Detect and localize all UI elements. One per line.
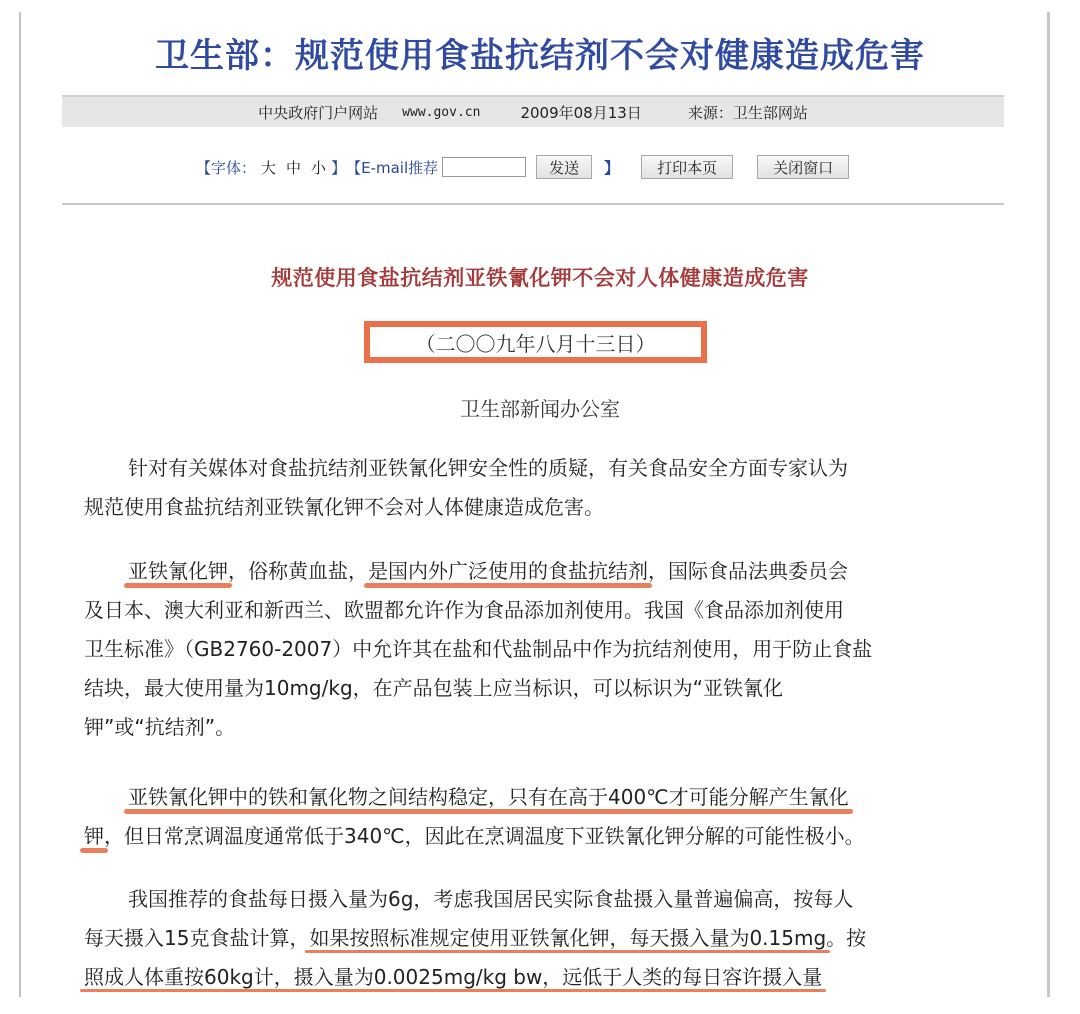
paragraph-line: 及日本、澳大利亚和新西兰、欧盟都允许作为食品添加剂使用。我国《食品添加剂使用: [84, 598, 844, 622]
paragraph-line: 规范使用食盐抗结剂亚铁氰化钾不会对人体健康造成危害。: [84, 495, 604, 519]
site-name: 中央政府门户网站: [258, 103, 379, 122]
underlined-annotation: 亚铁氰化钾中的铁和氰化物之间结构稳定，只有在高于400℃才可能分解产生氰化: [128, 785, 849, 809]
font-size-close-bracket: 】: [331, 158, 347, 177]
paragraph-line: 我国推荐的食盐每日摄入量为6g，考虑我国居民实际食盐摄入量普遍偏高，按每人: [128, 887, 854, 911]
paragraph-line: 针对有关媒体对食盐抗结剂亚铁氰化钾安全性的质疑，有关食品安全方面专家认为: [128, 456, 848, 480]
paragraph-1: [84, 449, 984, 527]
underlined-annotation: 如果按照标准规定使用亚铁氰化钾，每天摄入量为0.15mg: [309, 926, 827, 950]
text-span: 。按: [826, 926, 867, 950]
email-input[interactable]: [442, 157, 526, 177]
underlined-annotation: 亚铁氰化钾: [128, 559, 228, 583]
font-size-label: 【字体：: [196, 158, 257, 177]
send-button[interactable]: 发送: [536, 155, 592, 179]
article-headline: 规范使用食盐抗结剂亚铁氰化钾不会对人体健康造成危害: [271, 266, 809, 290]
site-url: www.gov.cn: [402, 104, 481, 120]
print-page-button[interactable]: 打印本页: [641, 155, 733, 179]
info-bar: [62, 95, 1004, 127]
close-window-button[interactable]: 关闭窗口: [757, 155, 849, 179]
paragraph-line: [84, 958, 984, 997]
underlined-annotation: 钾: [84, 824, 104, 848]
font-size-small-link[interactable]: 小: [311, 158, 327, 177]
text-span: 每天摄入15克食盐计算，: [84, 926, 310, 950]
issuing-office: 卫生部新闻办公室: [460, 397, 620, 421]
text-span: ，但日常烹调温度通常低于340℃，因此在烹调温度下亚铁氰化钾分解的可能性极小。: [104, 824, 865, 848]
window-border-right: [1047, 12, 1050, 997]
highlighted-date-box: [364, 321, 707, 363]
text-span: ，国际食品法典委员会: [648, 559, 848, 583]
article-toolbar: [196, 152, 849, 182]
article-date: （二〇〇九年八月十三日）: [415, 331, 656, 356]
paragraph-line: [84, 552, 984, 591]
window-border-left: [19, 12, 21, 997]
paragraph-line: [84, 778, 984, 817]
publish-date: 2009年08月13日: [520, 103, 642, 122]
font-size-medium-link[interactable]: 中: [286, 158, 302, 177]
paragraph-4: [84, 880, 984, 997]
underlined-annotation: 是国内外广泛使用的食盐抗结剂: [368, 559, 648, 583]
source-label: 来源：卫生部网站: [687, 103, 808, 122]
text-span: ，俗称黄血盐，: [228, 559, 368, 583]
paragraph-line: 结块，最大使用量为10mg/kg，在产品包装上应当标识，可以标识为“亚铁氰化: [84, 676, 784, 700]
underlined-annotation: 照成人体重按60kg计，摄入量为0.0025mg/kg bw，远低于人类的每日容许摄入量: [84, 965, 823, 989]
paragraph-3: [84, 778, 984, 856]
page-title: 卫生部：规范使用食盐抗结剂不会对健康造成危害: [155, 36, 925, 76]
divider: [62, 203, 1004, 205]
email-recommend-label: 【E-mail推荐: [346, 158, 439, 177]
paragraph-line: 钾”或“抗结剂”。: [84, 715, 236, 739]
paragraph-2: [84, 552, 984, 747]
paragraph-line: 卫生标准》（GB2760-2007）中允许其在盐和代盐制品中作为抗结剂使用，用于防止食盐: [84, 637, 873, 661]
paragraph-line: [84, 817, 984, 856]
paragraph-line: [84, 919, 984, 958]
font-size-large-link[interactable]: 大: [261, 158, 277, 177]
email-close-bracket: 】: [604, 158, 620, 177]
